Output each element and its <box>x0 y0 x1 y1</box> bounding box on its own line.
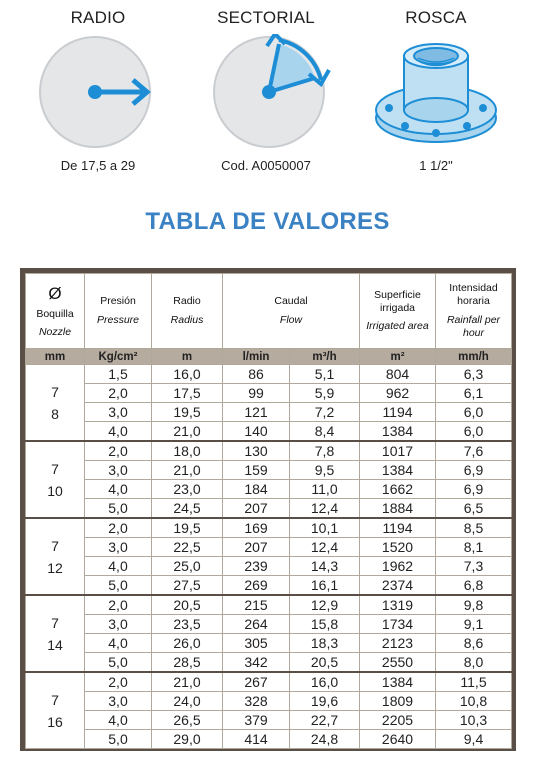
value-cell: 10,1 <box>290 518 360 538</box>
value-cell: 18,0 <box>152 441 223 461</box>
value-cell: 1384 <box>360 461 436 480</box>
value-cell: 6,0 <box>436 422 512 442</box>
value-cell: 1884 <box>360 499 436 519</box>
value-cell: 3,0 <box>85 692 152 711</box>
value-cell: 8,6 <box>436 634 512 653</box>
value-cell: 4,0 <box>85 711 152 730</box>
value-cell: 5,0 <box>85 653 152 673</box>
value-cell: 2374 <box>360 576 436 596</box>
threaded-flange-icon <box>371 34 501 150</box>
value-cell: 169 <box>223 518 290 538</box>
value-cell: 264 <box>223 615 290 634</box>
table-row <box>26 441 512 461</box>
table-row <box>26 384 512 403</box>
value-cell: 24,8 <box>290 730 360 749</box>
value-cell: 21,0 <box>152 461 223 480</box>
value-cell: 215 <box>223 595 290 615</box>
value-cell: 24,5 <box>152 499 223 519</box>
value-cell: 6,8 <box>436 576 512 596</box>
radio-feature <box>18 8 178 173</box>
value-cell: 19,6 <box>290 692 360 711</box>
flow-header <box>223 274 360 349</box>
value-cell: 7,6 <box>436 441 512 461</box>
value-cell: 5,0 <box>85 576 152 596</box>
sectorial-caption: Cod. A0050007 <box>221 158 311 173</box>
value-cell: 14,3 <box>290 557 360 576</box>
rosca-title: ROSCA <box>405 8 467 27</box>
value-cell: 1319 <box>360 595 436 615</box>
value-cell: 21,0 <box>152 672 223 692</box>
unit-nozzle: mm <box>26 349 85 365</box>
table-row <box>26 480 512 499</box>
pressure-header-en: Pressure <box>96 313 139 326</box>
value-cell: 2123 <box>360 634 436 653</box>
table-row <box>26 422 512 442</box>
values-table <box>25 273 512 749</box>
table-row <box>26 672 512 692</box>
table-row <box>26 538 512 557</box>
table-body <box>26 365 512 749</box>
table-title: TABLA DE VALORES <box>145 208 390 235</box>
value-cell: 9,4 <box>436 730 512 749</box>
value-cell: 20,5 <box>290 653 360 673</box>
value-cell: 305 <box>223 634 290 653</box>
radio-title: RADIO <box>70 8 126 27</box>
value-cell: 5,0 <box>85 499 152 519</box>
nozzle-cell: 7 12 <box>26 518 85 595</box>
value-cell: 1194 <box>360 518 436 538</box>
table-row <box>26 403 512 422</box>
nozzle-header-en: Nozzle <box>38 326 72 339</box>
value-cell: 4,0 <box>85 422 152 442</box>
flow-header-es: Caudal <box>274 295 308 308</box>
value-cell: 23,0 <box>152 480 223 499</box>
value-cell: 1384 <box>360 422 436 442</box>
radius-header <box>152 274 223 349</box>
value-cell: 2,0 <box>85 441 152 461</box>
value-cell: 16,0 <box>290 672 360 692</box>
area-header-en: Irrigated area <box>366 320 429 333</box>
table-row <box>26 653 512 673</box>
value-cell: 2,0 <box>85 595 152 615</box>
value-cell: 27,5 <box>152 576 223 596</box>
value-cell: 11,0 <box>290 480 360 499</box>
value-cell: 8,4 <box>290 422 360 442</box>
unit-rainfall: mm/h <box>436 349 512 365</box>
radius-arrow-icon <box>33 34 163 150</box>
units-row <box>26 349 512 365</box>
table-row <box>26 692 512 711</box>
value-cell: 2,0 <box>85 672 152 692</box>
value-cell: 8,1 <box>436 538 512 557</box>
nozzle-cell: 7 16 <box>26 672 85 749</box>
value-cell: 4,0 <box>85 557 152 576</box>
value-cell: 1520 <box>360 538 436 557</box>
value-cell: 804 <box>360 365 436 384</box>
value-cell: 121 <box>223 403 290 422</box>
value-cell: 17,5 <box>152 384 223 403</box>
value-cell: 379 <box>223 711 290 730</box>
nozzle-cell: 7 14 <box>26 595 85 672</box>
area-header-es: Superficie irrigada <box>374 288 421 314</box>
rainfall-header-es: Intensidad horaria <box>449 282 498 308</box>
value-cell: 7,8 <box>290 441 360 461</box>
value-cell: 1017 <box>360 441 436 461</box>
pressure-header-es: Presión <box>100 295 136 308</box>
value-cell: 1384 <box>360 672 436 692</box>
flow-header-en: Flow <box>279 313 303 326</box>
value-cell: 16,0 <box>152 365 223 384</box>
value-cell: 342 <box>223 653 290 673</box>
value-cell: 6,9 <box>436 461 512 480</box>
value-cell: 3,0 <box>85 461 152 480</box>
value-cell: 239 <box>223 557 290 576</box>
unit-area: m² <box>360 349 436 365</box>
value-cell: 6,0 <box>436 403 512 422</box>
value-cell: 20,5 <box>152 595 223 615</box>
area-header <box>360 274 436 349</box>
value-cell: 2,0 <box>85 518 152 538</box>
unit-flow-lmin: l/min <box>223 349 290 365</box>
value-cell: 414 <box>223 730 290 749</box>
value-cell: 2205 <box>360 711 436 730</box>
value-cell: 8,0 <box>436 653 512 673</box>
value-cell: 1194 <box>360 403 436 422</box>
value-cell: 5,9 <box>290 384 360 403</box>
value-cell: 3,0 <box>85 403 152 422</box>
nozzle-header-es: Boquilla <box>36 308 74 320</box>
value-cell: 267 <box>223 672 290 692</box>
value-cell: 7,3 <box>436 557 512 576</box>
radius-header-es: Radio <box>173 295 201 308</box>
value-cell: 4,0 <box>85 634 152 653</box>
values-table-frame <box>20 268 516 751</box>
radio-caption: De 17,5 a 29 <box>60 158 136 173</box>
rosca-feature <box>356 8 516 173</box>
pressure-header <box>85 274 152 349</box>
sectorial-title: SECTORIAL <box>217 8 315 27</box>
value-cell: 25,0 <box>152 557 223 576</box>
nozzle-cell: 7 8 <box>26 365 85 442</box>
value-cell: 6,1 <box>436 384 512 403</box>
table-header-row <box>26 274 512 349</box>
value-cell: 26,0 <box>152 634 223 653</box>
value-cell: 26,5 <box>152 711 223 730</box>
value-cell: 2640 <box>360 730 436 749</box>
unit-flow-m3h: m³/h <box>290 349 360 365</box>
value-cell: 86 <box>223 365 290 384</box>
unit-pressure: Kg/cm² <box>85 349 152 365</box>
rainfall-header-en: Rainfall per hour <box>446 313 501 339</box>
value-cell: 16,1 <box>290 576 360 596</box>
value-cell: 130 <box>223 441 290 461</box>
value-cell: 6,5 <box>436 499 512 519</box>
value-cell: 15,8 <box>290 615 360 634</box>
value-cell: 3,0 <box>85 538 152 557</box>
value-cell: 12,9 <box>290 595 360 615</box>
sector-arc-icon <box>201 34 331 150</box>
value-cell: 328 <box>223 692 290 711</box>
value-cell: 6,3 <box>436 365 512 384</box>
value-cell: 962 <box>360 384 436 403</box>
value-cell: 5,1 <box>290 365 360 384</box>
value-cell: 12,4 <box>290 538 360 557</box>
table-row <box>26 518 512 538</box>
value-cell: 9,1 <box>436 615 512 634</box>
value-cell: 18,3 <box>290 634 360 653</box>
table-row <box>26 499 512 519</box>
value-cell: 23,5 <box>152 615 223 634</box>
value-cell: 24,0 <box>152 692 223 711</box>
value-cell: 159 <box>223 461 290 480</box>
value-cell: 7,2 <box>290 403 360 422</box>
value-cell: 5,0 <box>85 730 152 749</box>
value-cell: 2550 <box>360 653 436 673</box>
value-cell: 269 <box>223 576 290 596</box>
table-row <box>26 730 512 749</box>
value-cell: 9,8 <box>436 595 512 615</box>
table-row <box>26 576 512 596</box>
value-cell: 140 <box>223 422 290 442</box>
table-row <box>26 365 512 384</box>
unit-radius: m <box>152 349 223 365</box>
value-cell: 2,0 <box>85 384 152 403</box>
table-row <box>26 557 512 576</box>
value-cell: 184 <box>223 480 290 499</box>
table-row <box>26 615 512 634</box>
value-cell: 8,5 <box>436 518 512 538</box>
rosca-caption: 1 1/2" <box>419 158 453 173</box>
value-cell: 99 <box>223 384 290 403</box>
value-cell: 19,5 <box>152 518 223 538</box>
value-cell: 10,3 <box>436 711 512 730</box>
value-cell: 3,0 <box>85 615 152 634</box>
value-cell: 1662 <box>360 480 436 499</box>
table-row <box>26 711 512 730</box>
nozzle-header <box>26 274 85 349</box>
value-cell: 1809 <box>360 692 436 711</box>
sectorial-feature <box>186 8 346 173</box>
value-cell: 1962 <box>360 557 436 576</box>
nozzle-cell: 7 10 <box>26 441 85 518</box>
value-cell: 207 <box>223 499 290 519</box>
value-cell: 10,8 <box>436 692 512 711</box>
value-cell: 1,5 <box>85 365 152 384</box>
value-cell: 19,5 <box>152 403 223 422</box>
table-row <box>26 595 512 615</box>
value-cell: 12,4 <box>290 499 360 519</box>
value-cell: 22,7 <box>290 711 360 730</box>
rainfall-header <box>436 274 512 349</box>
table-row <box>26 634 512 653</box>
value-cell: 21,0 <box>152 422 223 442</box>
value-cell: 11,5 <box>436 672 512 692</box>
radius-header-en: Radius <box>170 313 204 326</box>
value-cell: 29,0 <box>152 730 223 749</box>
value-cell: 4,0 <box>85 480 152 499</box>
value-cell: 6,9 <box>436 480 512 499</box>
value-cell: 207 <box>223 538 290 557</box>
value-cell: 1734 <box>360 615 436 634</box>
value-cell: 9,5 <box>290 461 360 480</box>
table-row <box>26 461 512 480</box>
value-cell: 28,5 <box>152 653 223 673</box>
diameter-icon: Ø <box>48 283 62 303</box>
value-cell: 22,5 <box>152 538 223 557</box>
